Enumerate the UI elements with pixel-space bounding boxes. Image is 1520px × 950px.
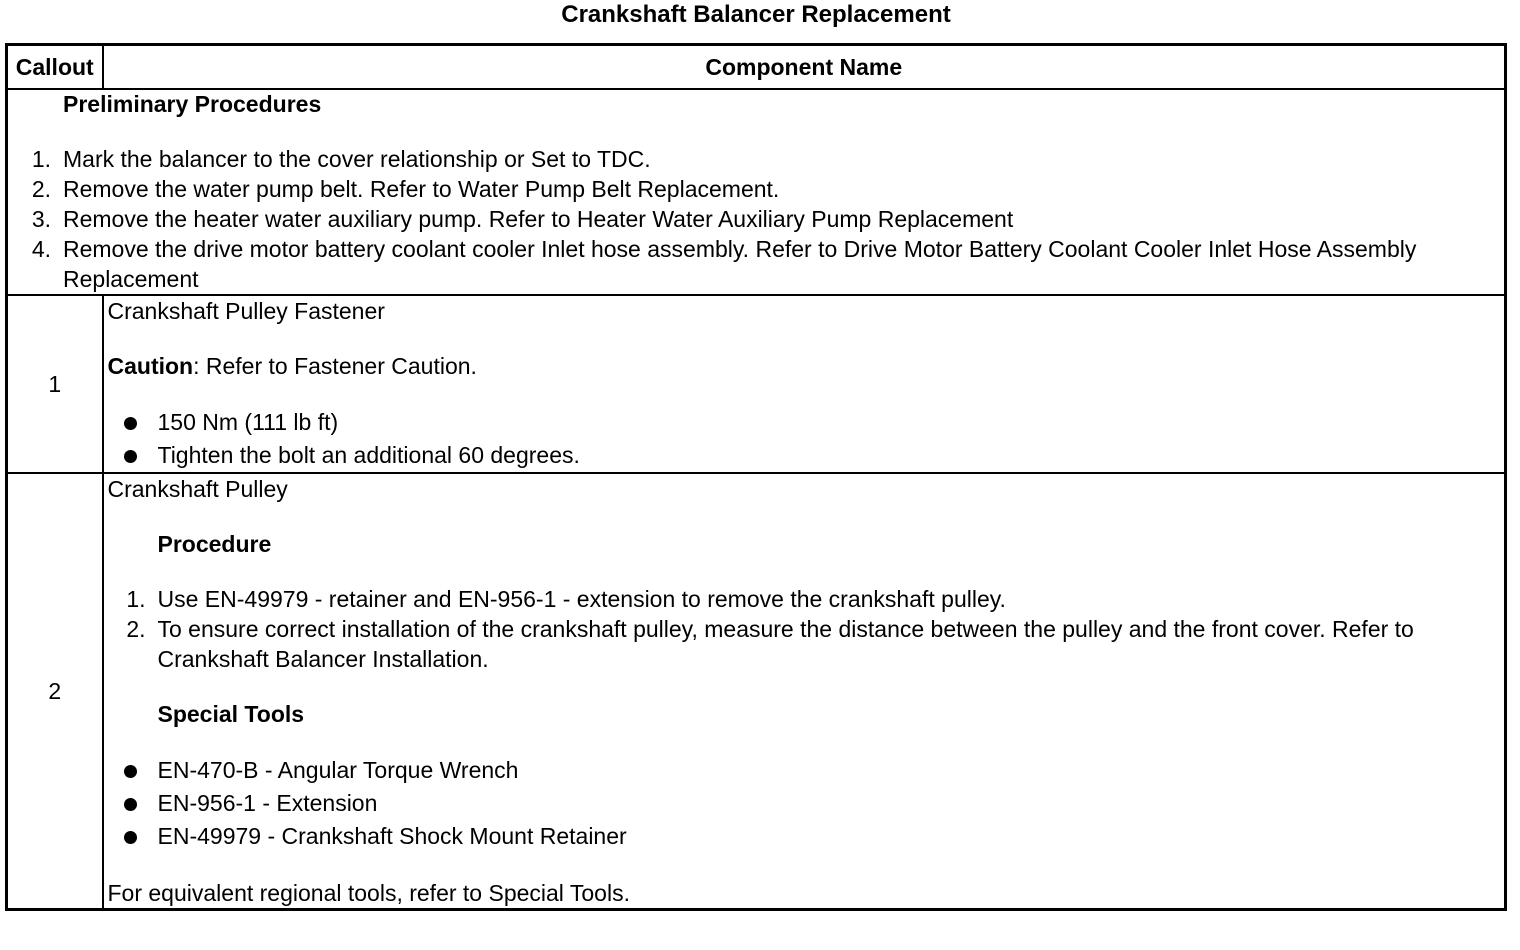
bullet-icon xyxy=(124,417,137,430)
special-tools-list xyxy=(104,754,1505,853)
list-item: EN-49979 - Crankshaft Shock Mount Retainer xyxy=(104,820,1505,853)
procedure-heading: Procedure xyxy=(157,531,272,557)
table-row xyxy=(7,473,1506,910)
callout-header: Callout xyxy=(7,45,103,90)
list-item: EN-470-B - Angular Torque Wrench xyxy=(104,754,1505,787)
procedure-table xyxy=(5,43,1507,911)
list-item: 4. Remove the drive motor battery coolant cooler Inlet hose assembly. Refer to Drive Motor Battery Coolant Cooler Inlet Hose Assembly Replacement xyxy=(31,236,1417,292)
component-name: Crankshaft Pulley Fastener xyxy=(107,298,385,324)
preliminary-steps xyxy=(8,144,1504,294)
torque-specs xyxy=(104,406,1505,472)
list-item: Tighten the bolt an additional 60 degrees. xyxy=(104,439,1505,472)
component-name-header: Component Name xyxy=(103,45,1506,90)
callout-number: 1 xyxy=(7,295,103,473)
preliminary-cell xyxy=(7,89,1506,295)
table-row xyxy=(7,295,1506,473)
special-tools-heading: Special Tools xyxy=(157,701,305,727)
list-item: 2. Remove the water pump belt. Refer to Water Pump Belt Replacement. xyxy=(31,176,780,202)
list-item: 1. Use EN-49979 - retainer and EN-956-1 - extension to remove the crankshaft pulley. xyxy=(126,586,1006,612)
list-item: 2. To ensure correct installation of the crankshaft pulley, measure the distance between the pulley and the front cover. Refer to Crankshaft Balancer Installation. xyxy=(126,616,1414,672)
header-row xyxy=(7,45,1506,90)
regional-tools-note: For equivalent regional tools, refer to Special Tools. xyxy=(107,880,630,906)
list-item: 3. Remove the heater water auxiliary pump. Refer to Heater Water Auxiliary Pump Replacement xyxy=(31,206,1014,232)
caution-label: Caution xyxy=(107,353,194,379)
caution-note: Caution: Refer to Fastener Caution. xyxy=(107,353,477,379)
list-item: 1. Mark the balancer to the cover relationship or Set to TDC. xyxy=(31,146,651,172)
callout-number: 2 xyxy=(7,473,103,910)
component-name: Crankshaft Pulley xyxy=(107,476,288,502)
list-item: 150 Nm (111 lb ft) xyxy=(104,406,1505,439)
preliminary-heading: Preliminary Procedures xyxy=(63,91,322,117)
component-cell xyxy=(103,295,1506,473)
page-title: Crankshaft Balancer Replacement xyxy=(561,1,951,28)
list-item: EN-956-1 - Extension xyxy=(104,787,1505,820)
procedure-steps xyxy=(104,584,1505,674)
bullet-icon xyxy=(124,765,137,778)
bullet-icon xyxy=(124,831,137,844)
bullet-icon xyxy=(124,450,137,463)
bullet-icon xyxy=(124,798,137,811)
preliminary-row xyxy=(7,89,1506,295)
component-cell xyxy=(103,473,1506,910)
